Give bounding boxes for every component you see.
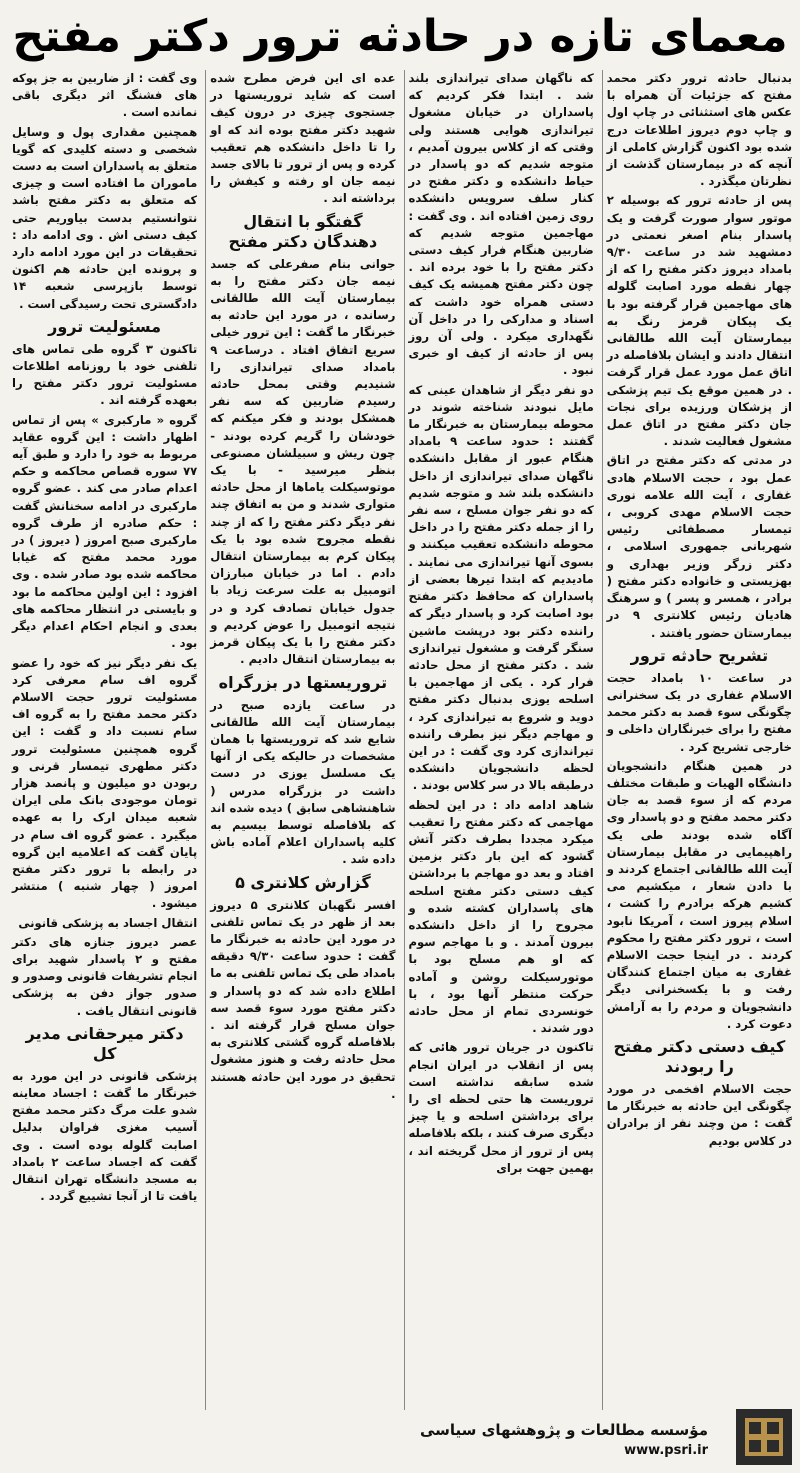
article-column-4 [8,70,197,1410]
paragraph: گروه « مارکبری » پس از تماس اظهار داشت : این گروه عقاید مربوط به خود را دارد و طبق آیه ۷۷ سوره قصاص محاکمه و حکم اعدام صادر می کند . عضو گروه مارکبری در ادامه سخنانش گفت : حکم صادره از طرف گروه مارکبری صبح امروز ( دیروز ) در مورد محمد مفتح که غیابا محاکمه شده بود صادر شده . وی افزود : این اولین محاکمه ما بود و بایستی در انتظار محاکمه های بعدی و انجام احکام اعدام دیگر بود . [12,412,198,651]
paragraph: عصر دیروز جنازه های دکتر مفتح و ۲ پاسدار شهید برای انجام تشریفات قانونی وصدور و صدور جواز دفن به پزشکی قانونی انتقال یافت . [12,934,198,1018]
paragraph: تاکنون ۳ گروه طی تماس های تلفنی خود با روزنامه اطلاعات مسئولیت ترور دکتر مفتح را بعهده گرفته اند . [12,341,198,408]
paragraph: در مدتی که دکتر مفتح در اتاق عمل بود ، حجت الاسلام هادی غفاری ، آیت الله علامه نوری حجت الاسلام مهدی کروبی ، تیمسار مصطفائی رئیس شهربانی جمهوری اسلامی ، دکتر زرگر وزیر بهداری و بهزیستی و خانواده دکتر مفتح ( برادر ، همسر و پسر ) و سرهنگ هادیان رئیس کلانتری ۹ در بیمارستان حضور یافتند . [606,453,792,640]
paragraph: یک نفر دیگر نیز که خود را عضو گروه اف سام معرفی کرد مسئولیت ترور حجت الاسلام دکتر محمد مفتح را به گروه اف سام نسبت داد و گفت : این گروه همچنین مسئولیت ترور دکتر مطهری تیمسار قرنی و ربودن دو میلیون و پانصد هزار تومان موجودی بانک ملی ایران شعبه میدان ارک را به عهده میگیرد . عضو گروه اف سام در پایان گفت که اعلامیه این گروه در رابطه با ترور دکتر مفتح امروز ( چهار شنبه ) منتشر میشود . [12,655,198,911]
paragraph: که ناگهان صدای تیراندازی بلند شد . ابتدا فکر کردیم که پاسداران در خیابان مشغول تیراندازی هوایی هستند ولی وقتی که از کلاس بیرون آمدیم ، متوجه شدیم که دو پاسدار در حیاط دانشکده و دکتر مفتح در کنار سلف سرویس دانشکده روی زمین افتاده اند . وی گفت : مهاجمین متوجه شدیم که ضاربین هنگام فرار کیف دستی دکتر مفتح را با خود برده اند . چون دکتر مفتح همیشه یک کیف دستی همراه خود داشت که اسناد و مدارکی را در داخل آن نگهداری میکرد . ولی آن روز پس از حادثه از کیف او خبری نبود . [408,71,594,378]
paragraph: در ساعت یازده صبح در بیمارستان آیت الله طالقانی شایع شد که تروریستها با همان مشخصات در حالیکه یکی از آنها یک مسلسل یوزی در دست داشت در بزرگراه مدرس ( شاهنشاهی سابق ) دیده شده اند که بلافاصله توسط بیسیم به کلیه پاسداران اعلام آماده باش داده شد . [210,697,396,867]
section-heading: دکتر میرحقانی مدیر کل [25,1023,184,1063]
paragraph: جوانی بنام صفرعلی که جسد نیمه جان دکتر مفتح را به بیمارستان آیت الله طالقانی رسانده ، در مورد این حادثه به خبرنگار ما گفت : این ترور خیلی سریع اتفاق افتاد . درساعت ۹ بامداد صدای تیراندازی را شنیدیم وقتی بمحل حادثه رسیدم ضاربین که سه نفر همشکل بودند و فکر میکنم که خودشان را گریم کرده بودند - چون ریش و سبیلشان مصنوعی بنظر میرسید - با یک موتوسیکلت یاماها از محل حادثه متواری شدند و من به اتفاق چند نفر دیگر دکتر مفتح را که از چند نقطه مجروح شده بود با یک پیکان کرم به بیمارستان انتقال دادم . اما در خیابان مبارزان اتومبیل به علت سرعت زیاد با جدول خیابان تصادف کرد و در نتیجه اتومبیل را عوض کردیم و دکتر مفتح را با یک پیکان قرمز به بیمارستان انتقال دادیم . [210,256,396,667]
article-column-2 [404,70,594,1410]
section-heading: تروریستها در بزرگراه [218,672,388,692]
section-heading: تشریح حادثه ترور [630,645,769,665]
paragraph: انتقال اجساد به پزشکی قانونی [18,915,198,930]
paragraph: شاهد ادامه داد : در این لحظه مهاجمی که دکتر مفتح را تعقیب میکرد مجددا بطرف دکتر آتش گشود که این بار دکتر بزمین افتاد و بعد دو مهاجم با برداشتن کیف دستی دکتر مفتح اسلحه های پاسداران کشته شده و مجروح را از داخل دانشکده بیرون آمدند . و با مهاجم سوم که او هم مسلح بود با موتورسیکلت روشن و آماده حرکت منتظر آنها بود ، با خونسردی تمام از محل حادثه دور شدند . [408,797,594,1036]
section-heading: کیف دستی دکتر مفتح را ربودند [613,1036,786,1076]
article-column-3 [205,70,395,1410]
section-heading: گزارش کلانتری ۵ [235,872,371,892]
paragraph: پس از حادثه ترور که بوسیله ۲ موتور سوار صورت گرفت و یک پاسدار بنام اصغر نعمتی در دمشهید شد در ساعت ۹/۳۰ بامداد دیروز دکتر مفتح را که از چهار نقطه مورد اصابت گلوله های مهاجمین قرار گرفته بود با یک پیکان قرمز رنگ به بیمارستان آیت الله طالقانی انتقال دادند و ایشان بلافاصله در اتاق عمل مورد عمل قرار گرفت . در همین موقع یک تیم پزشکی از پزشکان ورزیده برای نجات جان دکتر مفتح در اتاق عمل مشغول فعالیت شدند . [606,193,792,449]
paragraph: عده ای این فرض مطرح شده است که شاید تروریستها در جستجوی چیزی در درون کیف شهید دکتر مفتح بوده اند که او را تا داخل دانشکده هم تعقیب کرده و پس از ترور تا بالای جسد نیمه جان او رفته و کیفش را برداشته اند . [210,71,396,206]
article-columns [8,70,792,1410]
paragraph: در ساعت ۱۰ بامداد حجت الاسلام غفاری در یک سخنرانی چگونگی سوء قصد به دکتر محمد مفتح را برای خبرنگاران داخلی و خارجی تشریح کرد . [606,670,792,754]
paragraph: بدنبال حادثه ترور دکتر محمد مفتح که جزئیات آن همراه با عکس های استثنائی در چاپ اول و چاپ دوم دیروز اطلاعات درج شده بود اکنون گزارش کاملی از آنچه که در بیمارستان گذشت از نظرتان میگذرد . [606,71,792,189]
paragraph: در همین هنگام دانشجویان دانشگاه الهیات و طبقات مختلف مردم که از سوء قصد به جان دکتر محمد مفتح و دو پاسدار وی آگاه شده بودند طی یک راهپیمایی در مقابل بیمارستان آیت الله طالقانی اجتماع کردند و با دادن شعار ، میکشیم می کشیم هرکه برادرم را کشت ، اسلام پیروز است ، آمریکا نابود است ، ترور دکتر مفتح را محکوم کردند . در اینجا حجت الاسلام غفاری به میان اجتماع کنندگان رفت و با یکسخنرانی دیگر دانشجویان و مردم را به آرامش دعوت کرد . [606,758,792,1031]
org-name: مؤسسه مطالعات و پژوهشهای سیاسی [419,1421,708,1439]
paragraph: تاکنون در جریان ترور هائی که پس از انقلاب در ایران انجام شده سابقه نداشته است تروریست ها حتی لحظه ای را برای برداشتن اسلحه و یا چیز دیگری صرف کنند ، بلکه بلافاصله پس از ترور از محل گریخته اند ، بهمین جهت برای [408,1040,594,1175]
paragraph: وی گفت : از ضاربین به جز پوکه های فشنگ اثر دیگری باقی نمانده است . [12,71,198,120]
paragraph: همچنین مقداری پول و وسایل شخصی و دسته کلیدی که گویا متعلق به پاسداران است به دست ماموران ما افتاده است و چیزی که متعلق به دکتر مفتح باشد نتوانستیم بدست بیاوریم حتی کیف دستی اش . وی ادامه داد : تحقیقات در این مورد ادامه دارد و پرونده این حادثه هم اکنون توسط بازپرسی شعبه ۱۴ دادگستری تحت رسیدگی است . [12,124,198,311]
org-url[interactable]: www.psri.ir [624,1443,708,1458]
paragraph: افسر نگهبان کلانتری ۵ دیروز بعد از ظهر در یک تماس تلفنی در مورد این حادثه به خبرنگار ما گفت : حدود ساعت ۹/۳۰ دقیقه بامداد طی یک تماس تلفنی به ما اطلاع داده شد که دو پاسدار و دکتر مفتح مورد سوء قصد سه جوان مسلح قرار گرفته اند . بلافاصله گروه گشتی کلانتری به محل حادثه رفت و هنوز مشغول تحقیق در مورد این حادثه هستند . [210,897,396,1101]
headline: معمای تازه در حادثه ترور دکتر مفتح [12,10,788,62]
article-column-1 [602,70,792,1410]
psri-logo-icon [736,1409,792,1465]
section-heading: مسئولیت ترور [48,316,162,336]
paragraph: حجت الاسلام افخمی در مورد چگونگی این حادثه به خبرنگار ما گفت : من وچند نفر از برادران در کلاس بودیم [606,1081,792,1148]
paragraph: پزشکی قانونی در این مورد به خبرنگار ما گفت : اجساد معاینه شدو علت مرگ دکتر محمد مفتح آسیب مغزی فراوان بدلیل اصابت گلوله بوده است . وی گفت که اجساد ساعت ۲ بامداد به مسجد دانشگاه تهران انتقال یافت تا از آنجا تشییع گردد . [12,1068,198,1204]
section-heading: گفتگو با انتقال دهندگان دکتر مفتح [228,211,378,251]
footer [8,1405,792,1465]
paragraph: دو نفر دیگر از شاهدان عینی که مایل نبودند شناخته شوند در محوطه بیمارستان به خبرنگار ما گفتند : حدود ساعت ۹ بامداد هنگام عبور از مقابل دانشکده ناگهان صدای تیراندازی از داخل دانشکده بلند شد و متوجه شدیم که دو نفر جوان مسلح ، سه نفر را از جمله دکتر مفتح را در داخل محوطه دانشکده تعقیب میکنند و بسوی آنها تیراندازی می نمایند . مادیدیم که ابتدا تیرها بعضی از پاسداران که محافظ دکتر مفتح بود اصابت کرد و پاسدار دیگر که راننده دکتر بود درپشت ماشین سنگر گرفت و مشغول تیراندازی شد . دکتر مفتح از محل حادثه فرار کرد . یکی از مهاجمین با اسلحه یوزی بدنبال دکتر مفتح دوید و شروع به تیراندازی کرد ، و مهاجم دیگر نیز بطرف راننده تیراندازی کرد وی گفت : در این لحظه دانشجویان دانشکده درطبقه بالا در سر کلاس بودند . [408,382,594,793]
